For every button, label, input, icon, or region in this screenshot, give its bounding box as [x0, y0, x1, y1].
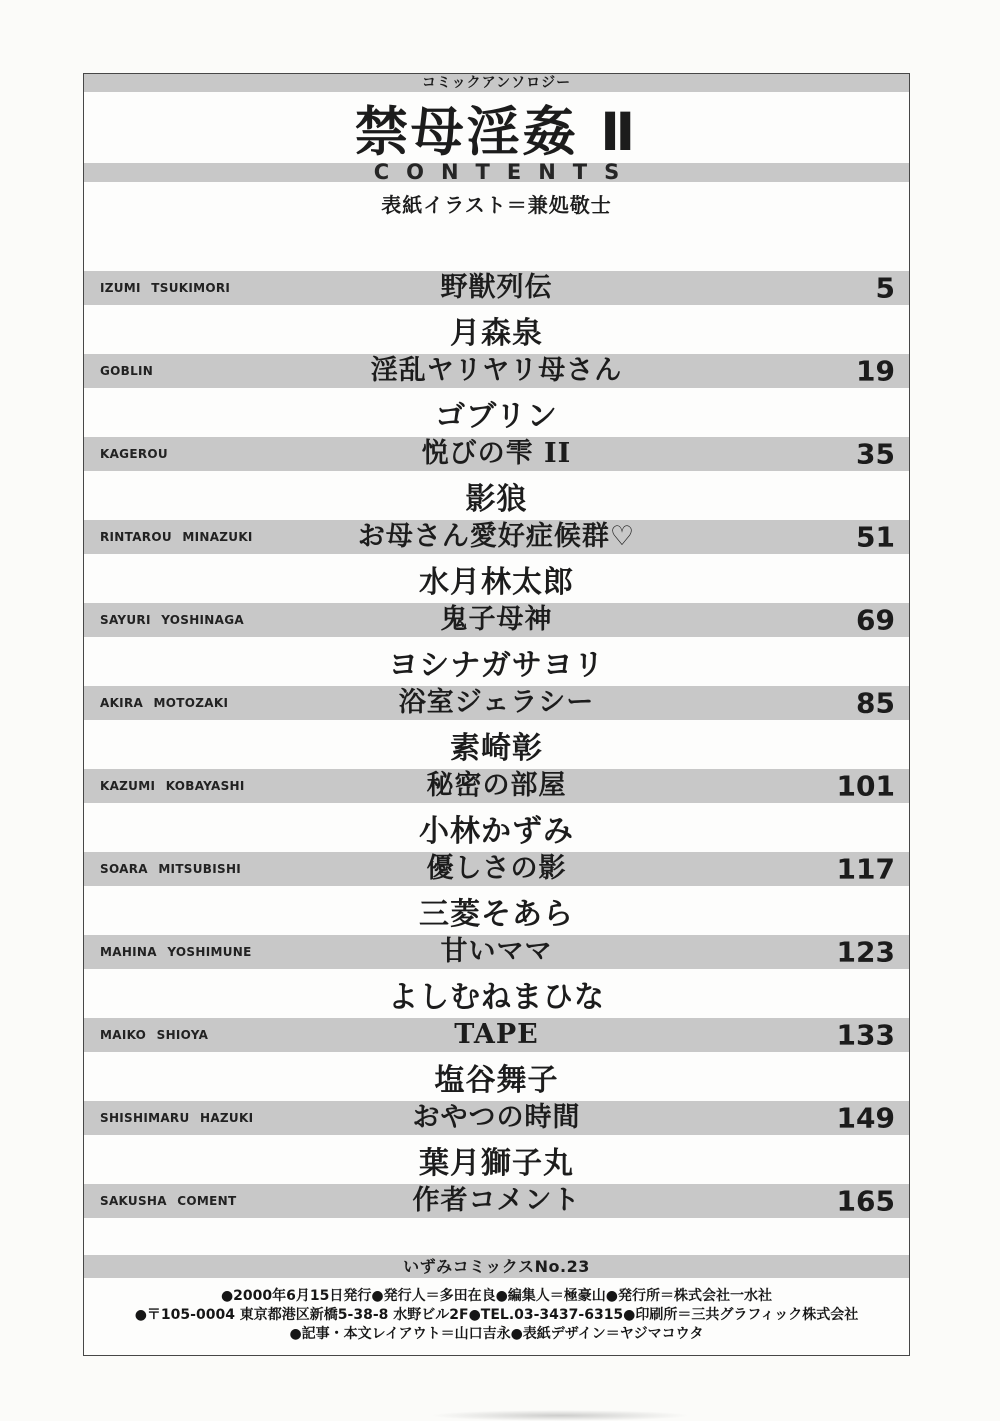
entry-title: TAPE	[454, 1019, 539, 1050]
entry-author-romaji: IZUMI TSUKIMORI	[100, 281, 231, 295]
spacer	[84, 1218, 909, 1255]
entry-title: 淫乱ヤリヤリ母さん	[370, 355, 623, 386]
entry-author-name: ヨシナガサヨリ	[388, 647, 605, 683]
entry-author-romaji: RINTAROU MINAZUKI	[100, 530, 253, 544]
toc-entry	[84, 935, 909, 1018]
entry-page-number: 35	[856, 437, 895, 471]
toc-entry	[84, 769, 909, 852]
entry-title-row	[84, 935, 909, 969]
entry-author-name: 月森泉	[450, 315, 543, 351]
entry-author-romaji: MAHINA YOSHIMUNE	[100, 945, 252, 959]
entry-author-name: ゴブリン	[435, 398, 558, 434]
entry-title-row	[84, 520, 909, 554]
entry-title: 浴室ジェラシー	[398, 687, 595, 718]
entry-title: 野獣列伝	[440, 272, 553, 303]
entry-author-name: 三菱そあら	[419, 896, 574, 932]
toc-entry	[84, 354, 909, 437]
entry-author-romaji: GOBLIN	[100, 364, 154, 378]
entry-page-number: 101	[836, 769, 895, 803]
entry-title: おやつの時間	[412, 1102, 581, 1133]
entry-page-number: 19	[856, 354, 895, 388]
entry-title: 優しさの影	[426, 853, 567, 884]
series-number: いずみコミックスNo.23	[403, 1257, 590, 1276]
entry-title-row	[84, 852, 909, 886]
entry-title-row	[84, 1018, 909, 1052]
toc-entry	[84, 686, 909, 769]
entry-title-row	[84, 769, 909, 803]
colophon-line-2: ●〒105-0004 東京都港区新橋5-38-8 水野ビル2F●TEL.03-3437-6315●印刷所＝三共グラフィック株式会社	[134, 1307, 859, 1323]
entry-title-row	[84, 271, 909, 305]
entry-page-number: 133	[836, 1018, 895, 1052]
entry-author-romaji: SHISHIMARU HAZUKI	[100, 1111, 254, 1125]
entry-page-number: 85	[856, 686, 895, 720]
entry-author-romaji: SAKUSHA COMENT	[100, 1194, 237, 1208]
entry-author-romaji: AKIRA MOTOZAKI	[100, 696, 229, 710]
entry-title: 秘密の部屋	[426, 770, 567, 801]
toc-frame	[83, 73, 910, 1356]
cover-credit-area	[84, 182, 909, 271]
entry-author-name: 水月林太郎	[419, 564, 574, 600]
entry-author-romaji: KAGEROU	[100, 447, 168, 461]
entry-title-row	[84, 354, 909, 388]
series-label: コミックアンソロジー	[421, 75, 572, 91]
toc-entry	[84, 1101, 909, 1184]
entry-author-name: 小林かずみ	[419, 813, 574, 849]
entry-page-number: 69	[856, 603, 895, 637]
entry-title-row	[84, 686, 909, 720]
entry-author-romaji: MAIKO SHIOYA	[100, 1028, 209, 1042]
toc-entry	[84, 1018, 909, 1101]
toc-entry	[84, 271, 909, 354]
colophon-line-3: ●記事・本文レイアウト＝山口吉永●表紙デザイン＝ヤジマコウタ	[289, 1326, 704, 1342]
toc-entry	[84, 520, 909, 603]
series-number-band	[84, 1255, 909, 1278]
contents-band	[84, 160, 909, 184]
entry-title: お母さん愛好症候群♡	[357, 521, 636, 552]
entry-title: 作者コメント	[412, 1185, 581, 1216]
entry-author-romaji: SOARA MITSUBISHI	[100, 862, 242, 876]
entry-author-name: 影狼	[465, 481, 528, 517]
entry-page-number: 117	[836, 852, 895, 886]
entry-title-row	[84, 1184, 909, 1218]
entry-author-name: 葉月獅子丸	[419, 1145, 574, 1181]
entry-title-row	[84, 1101, 909, 1135]
toc-entry	[84, 1184, 909, 1218]
entry-page-number: 149	[836, 1101, 895, 1135]
contents-label: CONTENTS	[373, 160, 637, 184]
entry-page-number: 165	[836, 1184, 895, 1218]
scan-shadow-artifact	[430, 1410, 690, 1421]
entry-page-number: 5	[875, 271, 895, 305]
entry-title: 甘いママ	[440, 936, 553, 967]
entry-author-romaji: KAZUMI KOBAYASHI	[100, 779, 245, 793]
colophon-block	[84, 1278, 909, 1355]
entry-author-name: 素崎彰	[450, 730, 543, 766]
toc-entry	[84, 437, 909, 520]
entry-author-name: 塩谷舞子	[434, 1062, 559, 1098]
entry-title: 鬼子母神	[440, 604, 553, 635]
entry-title: 悦びの雫 II	[421, 438, 572, 469]
toc-entry	[84, 603, 909, 686]
toc-entry	[84, 852, 909, 935]
entry-author-name: よしむねまひな	[388, 979, 605, 1015]
toc-entry-list	[84, 271, 909, 1218]
entry-author-romaji: SAYURI YOSHINAGA	[100, 613, 244, 627]
book-title: 禁母淫姦 Ⅱ	[354, 101, 639, 163]
entry-page-number: 51	[856, 520, 895, 554]
colophon-line-1: ●2000年6月15日発行●発行人＝多田在良●編集人＝極豪山●発行所＝株式会社一水社	[220, 1288, 773, 1304]
cover-credit: 表紙イラスト＝兼処敬士	[381, 193, 612, 217]
entry-page-number: 123	[836, 935, 895, 969]
entry-title-row	[84, 603, 909, 637]
entry-title-row	[84, 437, 909, 471]
